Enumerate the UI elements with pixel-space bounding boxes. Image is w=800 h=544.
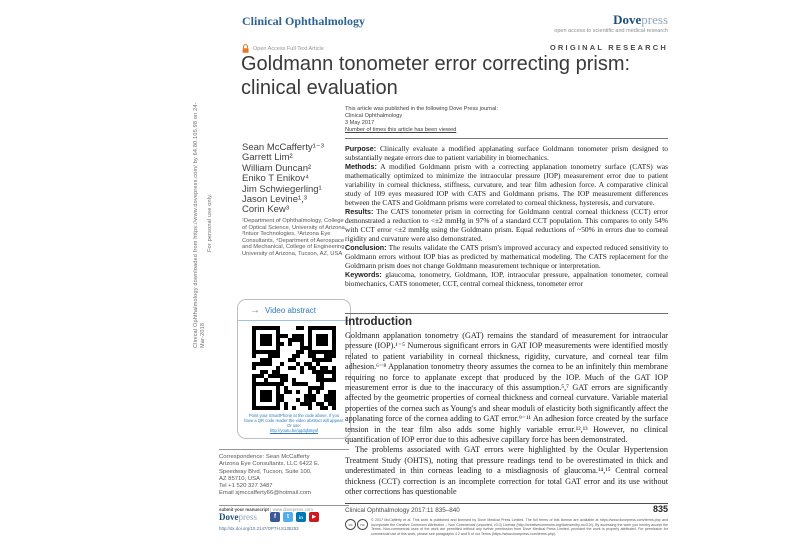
author-list (242, 143, 324, 216)
author-name: Corin Kew³ (242, 204, 289, 216)
cc-icon: cc (345, 519, 356, 530)
author-name: Sean McCafferty¹⁻³ (242, 142, 324, 153)
author-name: Jason Levine¹,³ (242, 194, 307, 206)
abstract-methods (345, 162, 668, 207)
publisher-logo-bold: Dove (613, 12, 642, 27)
abstract-text: The results validate the CATS prism's improved accuracy and expected reduced sensitivity to Goldmann errors without IOP bias as predicted by mathematical modeling. The CATS replacement for the Goldmann prism does not change Goldmann measurement technique or interpretation. (345, 243, 668, 270)
arrow-right-icon: → (250, 304, 260, 316)
facebook-icon[interactable]: f (270, 512, 280, 522)
published-note (345, 106, 498, 134)
abstract-label: Conclusion: (345, 243, 387, 252)
section-heading-introduction: Introduction (345, 316, 413, 328)
abstract-purpose (345, 144, 668, 162)
youtube-icon[interactable]: ▶ (309, 512, 319, 522)
publisher-logo-small (219, 512, 257, 522)
author-name: Eniko T Enikov⁴ (242, 173, 310, 185)
open-access-label: Open Access Full Text Article (253, 46, 324, 52)
journal-name: Clinical Ophthalmology (242, 14, 366, 28)
published-journal: Clinical Ophthalmology (345, 113, 403, 119)
submit-manuscript-label: submit your manuscript (219, 507, 270, 512)
abstract-results (345, 207, 668, 243)
correspondence-email-link[interactable]: Email sjmccafferty66@hotmail.com (219, 490, 311, 497)
abstract-keywords (345, 270, 668, 288)
article-title: Goldmann tonometer error correcting prism: clinical evaluation (241, 53, 631, 99)
video-abstract-link[interactable]: http://youtu.be/qqdqfa5ysf (269, 428, 319, 433)
correspondence-line: AZ 85710, USA (219, 475, 260, 482)
abstract-text: Clinically evaluate a modified applanating surface Goldmann tonometer prism designed to substantially negate errors due to patient variability in biomechanics. (345, 144, 668, 162)
abstract-label: Results: (345, 207, 374, 216)
publisher-logo-bold: Dove (219, 512, 239, 522)
abstract-conclusion (345, 243, 668, 270)
publisher-logo-light: press (641, 12, 668, 27)
page-number: 835 (652, 504, 668, 514)
qr-code (252, 326, 336, 410)
affiliations: ¹Department of Ophthalmology, College of Optical Science, University of Arizona, ²Intuor Technologies, ³Arizona Eye Consultants, ⁴Department of Aerospace and Mechanical, College of Engineering, University of Arizona, Tucson, AZ, USA (242, 218, 347, 257)
header-divider (345, 138, 668, 139)
publisher-logo (613, 12, 668, 28)
social-icons (270, 512, 319, 522)
nc-icon: nc (357, 519, 368, 530)
footer-left-divider (219, 505, 349, 506)
published-line: This article was published in the following Dove Press journal: (345, 106, 498, 112)
video-abstract-box (237, 299, 351, 439)
journal-citation: Clinical Ophthalmology 2017:11 835–840 (345, 507, 460, 514)
correspondence-line: Correspondence: Sean McCafferty (219, 454, 310, 460)
video-abstract-caption: Point your SmartPhone at the code above. If you have a QR code reader the video abstract will appear. Or use: (244, 413, 344, 428)
author-name: William Duncan² (242, 162, 312, 174)
published-date: 3 May 2017 (345, 120, 375, 126)
article-type-label: ORIGINAL RESEARCH (549, 43, 668, 52)
abstract-text: glaucoma, tonometry, Goldmann, IOP, intraocular pressure, appalnation tonometer, corneal biomechanics, CATS tonometer, CCT, central corneal thickness, tonometer error (345, 270, 668, 288)
download-watermark (193, 98, 214, 348)
license-text: © 2017 McCafferty et al. This work is published and licensed by Dove Medical Press Limited. The full terms of this license are available at https://www.dovepress.com/terms.php and incorporate the Creative Commons Attribution – Non Commercial (unported, v3.0) License (http://creativecommons.org/licenses/by-nc/3.0/). By accessing the work you hereby accept the Terms. Non-commercial uses of the work are permitted without any further permission from Dove Medical Press Limited, provided the work is properly attributed. For permission for commercial use of this work, please see paragraphs 4.2 and 5 of our Terms (https://www.dovepress.com/terms.php). (371, 518, 668, 536)
correspondence-divider (219, 449, 349, 450)
abstract-label: Purpose: (345, 144, 377, 153)
license-block (345, 518, 668, 536)
correspondence-line: Speedway Blvd, Tucson, Suite 100, (219, 468, 312, 475)
abstract-text: A modified Goldmann prism with a correcting applanation tonometry surface (CATS) was mathematically optimized to minimize the intraocular pressure (IOP) measurement error due to patient variability in corneal thickness, stiffness, curvature, and tear film adhesion force. A comparative clinical study of 109 eyes measured IOP with CATS and Goldmann prisms. The IOP measurement differences between the CATS and Goldmann prisms were correlated to corneal thickness, hysteresis, and curvature. (345, 162, 668, 207)
twitter-icon[interactable]: t (283, 512, 293, 522)
video-abstract-label: Video abstract (265, 306, 316, 315)
video-abstract-divider (238, 320, 350, 321)
abstract (345, 144, 668, 288)
video-abstract-header (238, 300, 350, 315)
submit-manuscript-url: | www.dovepress.com (269, 507, 313, 512)
watermark-line2: For personal use only. (207, 193, 213, 253)
correspondence-block (219, 454, 355, 498)
introduction-text (345, 331, 668, 498)
footer-right-divider (345, 503, 668, 504)
author-name: Jim Schwiegerling¹ (242, 183, 322, 195)
abstract-divider (345, 313, 668, 314)
correspondence-line: Arizona Eye Consultants, LLC 6422 E. (219, 461, 320, 468)
publisher-tagline: open access to scientific and medical research (554, 28, 668, 34)
linkedin-icon[interactable]: in (296, 512, 306, 522)
paragraph: Goldmann applanation tonometry (GAT) remains the standard of measurement for intraocular pressure (IOP).¹⁻⁵ Numerous significant errors in GAT IOP measurements were identified mostly related to patient variability in corneal thickness, rigidity, curvature, and corneal tear film adhesion.⁶⁻⁸ Applanation tonometry theory assumes the cornea to be an infinitely thin membrane requiring no force to applanate except that produced by the IOP. Much of the GAT IOP measurement error is due to the inaccuracy of this assumption.⁵,⁷ GAT errors are significantly affected by the geometric properties of corneal thickness and corneal curvature. Variable material properties of the cornea such as Young's and shear moduli of elasticity both significantly affect the applanating force of the cornea adding to GAT error.⁹⁻¹¹ An adhesion force created by the surface tension in the tear film also adds some highly variable error.¹²,¹³ However, no clinical quantification of IOP error due to this adhesive capillary force has been demonstrated. (345, 331, 668, 445)
abstract-label: Keywords: (345, 270, 382, 279)
watermark-line1: Clinical Ophthalmology downloaded from https://www.dovepress.com/ by 64.80.105.98 on 24-Mar-2018 (193, 102, 206, 348)
viewed-count-link[interactable]: Number of times this article has been viewed (345, 127, 457, 133)
cc-license-icons (345, 519, 368, 530)
abstract-label: Methods: (345, 162, 377, 171)
abstract-text: The CATS tonometer prism in correcting for Goldmann central corneal thickness (CCT) error demonstrated a reduction to <±2 mmHg in 97% of a standard CCT population. This compares to only 54% with CCT error <±2 mmHg using the Goldmann prism. Equal reductions of ~50% in errors due to corneal rigidity and curvature were also demonstrated. (345, 207, 668, 243)
paragraph: The problems associated with GAT errors were highlighted by the Ocular Hypertension Treatment Study (OHTS), noting that pressure readings tend to be overestimated in thick and underestimated in thin corneas leading to a misdiagnosis of glaucoma.¹⁴,¹⁵ Central corneal thickness (CCT) correction is an incomplete correction for total GAT error and its use without other corrections has questionable (345, 445, 668, 497)
doi-link[interactable]: http://dx.doi.org/10.2147/OPTH.S135253 (219, 526, 299, 531)
author-name: Garrett Lim² (242, 152, 293, 164)
correspondence-phone: Tel +1 520 327 3487 (219, 483, 273, 490)
publisher-logo-light: press (238, 512, 257, 522)
